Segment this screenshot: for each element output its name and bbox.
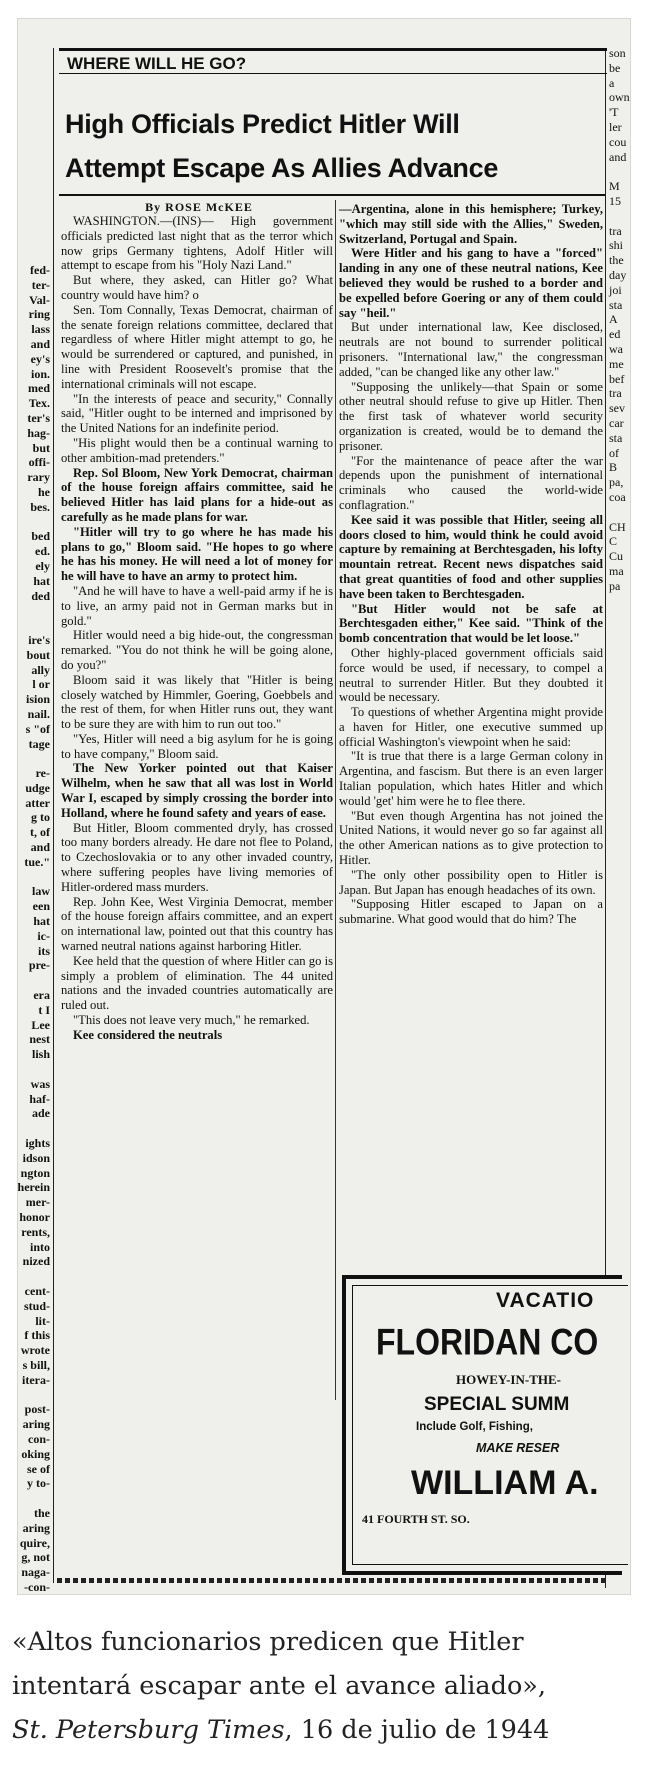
column-fragment: joi [609, 282, 622, 297]
column-fragment: Lee [31, 1017, 50, 1032]
column-fragment: ngton [20, 1165, 50, 1180]
column-fragment: ma [609, 563, 624, 578]
column-fragment: ade [32, 1106, 50, 1121]
column-fragment: law [32, 884, 50, 899]
column-fragment [17, 515, 50, 530]
column-fragment [17, 618, 50, 633]
column-fragment: ights [25, 1136, 50, 1151]
column-fragment: t, of [30, 825, 50, 840]
column-fragment: ision [25, 692, 50, 707]
column-fragment: y to- [27, 1476, 50, 1491]
article-paragraph: "Yes, Hitler will need a big asylum for he is going to have company," Bloom said. [61, 731, 333, 761]
column-fragment: its [38, 943, 50, 958]
column-fragment: cent- [24, 1283, 50, 1298]
column-fragment: ic- [37, 928, 50, 943]
ad-agent-name: WILLIAM A. [411, 1464, 599, 1502]
column-fragment: B [609, 460, 618, 475]
column-fragment: cou [609, 134, 627, 149]
column-fragment [609, 505, 631, 520]
article-paragraph: Rep. Sol Bloom, New York Democrat, chairman of the house foreign affairs committee, said he believed Hitler has laid plans for a hide-out as carefully as he made plans for war. [61, 465, 333, 524]
column-fragment: and [30, 840, 50, 855]
column-fragment: he [38, 484, 50, 499]
column-fragment: l or [32, 677, 50, 692]
image-caption [12, 1620, 642, 1752]
article-paragraph: "This does not leave very much," he remarked. [73, 1013, 310, 1028]
column-fragment: car [609, 415, 624, 430]
article-paragraph: "And he will have to have a well-paid army if he is to live, an army paid not in German marks but in gold." [61, 583, 333, 628]
article-column-2 [339, 202, 603, 927]
column-fragment: udge [25, 780, 50, 795]
column-fragment: stud- [23, 1298, 50, 1313]
column-fragment: a [609, 75, 615, 90]
column-fragment: Cu [609, 549, 624, 564]
column-fragment: 'T [609, 105, 619, 120]
article-paragraph: "His plight would then be a continual warning to other ambition-mad pretenders." [61, 435, 333, 465]
adjacent-column-left [17, 263, 50, 1594]
column-fragment: tra [609, 223, 622, 238]
column-fragment: and [609, 149, 627, 164]
column-fragment: into [29, 1239, 50, 1254]
column-fragment [609, 209, 631, 224]
column-fragment: pre- [28, 958, 50, 973]
article-paragraph: Other highly-placed government officials said force would be used, if necessary, to compel a neutral to surrender Hitler. But they doubted it would be necessary. [339, 645, 603, 705]
column-fragment: ter's [27, 410, 50, 425]
article-paragraph: Kee considered the neutrals [73, 1027, 223, 1042]
column-fragment: ler [609, 119, 622, 134]
column-fragment [17, 1388, 50, 1403]
column-fragment: -con- [24, 1579, 50, 1594]
article-paragraph: Bloom said it was likely that "Hitler is being closely watched by Himmler, Goering, Goebbels and the rest of them, for when Hitler runs out, they want to be sure they are with him to run out too." [61, 672, 333, 732]
article-paragraph: "It is true that there is a large German colony in Argentina, and fascism. But there is an even larger Italian population, which hates Hitler and which would 'get' him were he to flee there. [339, 749, 603, 808]
column-fragment: sev [609, 401, 625, 416]
article-paragraph: The New Yorker pointed out that Kaiser Wilhelm, when he saw that all was lost in World War I, escaped by simply crossing the border into Holland, where he found safety and years of ease. [61, 761, 333, 820]
column-fragment: me [609, 356, 624, 371]
column-fragment: 15 [609, 193, 621, 208]
column-fragment: honor [19, 1210, 50, 1224]
advertisement-box [342, 1275, 622, 1575]
column-fragment: bed [31, 529, 50, 544]
column-fragment: rary [27, 470, 50, 485]
article-paragraph: "Hitler will try to go where he has made his plans to go," Bloom said. "He hopes to go where he has his money. He will need a lot of money for he will have to have an army to protect him. [61, 524, 333, 584]
column-fragment: haf- [29, 1091, 50, 1106]
column-fragment: aring [22, 1520, 50, 1535]
headline-line-2: Attempt Escape As Allies Advance [65, 153, 499, 183]
column-fragment: Tex. [28, 396, 50, 411]
column-fragment: era [33, 988, 50, 1003]
article-paragraph: Were Hitler and his gang to have a "forced" landing in any one of these neutral nations, Kee believed they would be rushed to a border and be expelled before Goering or any of them could say "heil." [339, 246, 603, 320]
column-fragment: coa [609, 489, 626, 504]
column-fragment: bout [26, 647, 50, 662]
article-paragraph: Rep. John Kee, West Virginia Democrat, member of the house foreign affairs committee, and an expert on international law, pointed out that this country has warned neutral nations against harboring Hitler. [61, 894, 333, 954]
column-fragment: naga- [21, 1565, 50, 1580]
column-fragment: of [609, 445, 619, 460]
column-fragment [17, 603, 50, 618]
column-fragment: se of [27, 1461, 50, 1476]
column-fragment: ded [31, 588, 50, 603]
column-fragment: idson [22, 1150, 50, 1165]
column-fragment: hag- [27, 425, 50, 440]
column-fragment: f this [24, 1328, 50, 1343]
column-fragment: tue." [24, 854, 50, 869]
column-fragment: s bill, [22, 1357, 50, 1372]
column-fragment: CH [609, 519, 626, 534]
column-fragment: was [30, 1076, 50, 1091]
caption-line-1: «Altos funcionarios predicen que Hitler [12, 1627, 524, 1657]
column-fragment: nail. [27, 706, 50, 721]
column-fragment [17, 751, 50, 766]
column-fragment: tra [609, 386, 622, 401]
column-fragment: bes. [30, 499, 50, 514]
column-fragment: A [609, 312, 618, 327]
article-paragraph: But Hitler, Bloom commented dryly, has crossed too many borders already. He dare not flee to Poland, to Czechoslovakia or to any other invaded country, where suffering peoples have living memories of Hitler-ordered mass murders. [61, 820, 333, 894]
column-fragment: pa [609, 578, 621, 593]
column-fragment: mer- [25, 1195, 50, 1210]
article-paragraph: "In the interests of peace and security," Connally said, "Hitler ought to be interned and imprisoned by the United Nations for an indefinite period. [61, 391, 333, 436]
column-fragment: post- [24, 1402, 50, 1417]
column-fragment [17, 1121, 50, 1136]
column-fragment: ion. [30, 366, 50, 381]
column-fragment: ter- [31, 277, 50, 292]
column-fragment: pa, [609, 475, 624, 490]
column-fragment: the [609, 253, 624, 268]
column-fragment: shi [609, 238, 624, 253]
article-paragraph: "But even though Argentina has not joined the United Nations, it would never go so far against all the other American nations as to give protection to Hitler. [339, 808, 603, 868]
column-fragment: con- [28, 1431, 50, 1446]
column-fragment: tage [28, 736, 50, 751]
column-fragment: Val- [29, 292, 50, 307]
column-fragment: ire's [28, 632, 50, 647]
column-fragment [17, 870, 50, 885]
article-paragraph: "For the maintenance of peace after the war depends upon the punishment of international criminals who caused the world-wide conflagration." [339, 453, 603, 512]
column-fragment: een [32, 899, 50, 914]
column-fragment: own [609, 90, 630, 105]
column-fragment: re- [35, 766, 50, 781]
newspaper-clipping [17, 18, 631, 1595]
column-fragment [17, 1269, 50, 1284]
column-fragment: son [609, 46, 626, 60]
column-fragment: ely [35, 558, 50, 573]
article-paragraph: —Argentina, alone in this hemisphere; Turkey, "which may still side with the Allies," Sweden, Switzerland, Portugal and Spain. [339, 202, 603, 246]
column-fragment: bef [609, 371, 625, 386]
column-fragment: nest [29, 1032, 50, 1047]
article-paragraph: WASHINGTON.—(INS)— High government officials predicted last night that as the terror which now grips Germany tightens, Adolf Hitler will attempt to escape from his "Holy Nazi Land." [61, 214, 333, 273]
column-fragment: lish [31, 1047, 50, 1062]
column-fragment [17, 1491, 50, 1506]
ad-special: SPECIAL SUMM [424, 1394, 570, 1415]
column-fragment: t I [38, 1002, 50, 1017]
adjacent-column-right [609, 46, 631, 706]
article-paragraph: But under international law, Kee disclosed, neutrals are not bound to surrender political prisoners. "International law," the congressman added, "can be changed like any other law." [339, 320, 603, 379]
column-fragment: C [609, 534, 618, 549]
caption-date: , 16 de julio de 1944 [284, 1715, 550, 1745]
column-fragment: quire, [19, 1535, 50, 1550]
column-fragment: atter [25, 795, 50, 810]
column-fragment: hat [33, 573, 50, 588]
ad-location: HOWEY-IN-THE- [456, 1372, 561, 1387]
article-paragraph: But where, they asked, can Hitler go? What country would have him? o [61, 273, 333, 302]
kicker-headline: WHERE WILL HE GO? [59, 48, 607, 74]
column-fragment: M [609, 179, 620, 194]
column-fragment: sta [609, 430, 623, 445]
article-column-1 [61, 214, 333, 1043]
column-fragment: hat [33, 914, 50, 929]
bottom-dashed-rule [57, 1578, 607, 1583]
column-fragment: day [609, 267, 627, 282]
column-fragment: sta [609, 297, 623, 312]
column-fragment: ally [31, 662, 50, 677]
column-divider-left [53, 48, 54, 1583]
column-fragment: herein [17, 1180, 50, 1195]
main-headline [65, 102, 605, 190]
column-fragment: wrote [20, 1343, 50, 1358]
article-paragraph: Kee held that the question of where Hitler can go is simply a problem of elimination. The 44 united nations and the invaded countries automatically are ruled out. [61, 953, 333, 1013]
ad-includes: Include Golf, Fishing, [416, 1421, 533, 1433]
caption-line-3 [12, 1708, 642, 1752]
article-paragraph: "Supposing the unlikely—that Spain or some other neutral should refuse to give up Hitler. Then the first task of whatever world security organization is created, would be to demand the prisoner. [339, 379, 603, 453]
column-fragment: s "of [25, 721, 50, 736]
article-paragraph: To questions of whether Argentina might provide a haven for Hitler, one executive summed up official Washington's viewpoint when he said: [339, 705, 603, 749]
article-paragraph: "But Hitler would not be safe at Berchtesgaden either," Kee said. "Think of the bomb concentration that would be let loose." [339, 601, 603, 646]
headline-line-1: High Officials Predict Hitler Will [65, 109, 460, 139]
column-fragment: nized [22, 1254, 50, 1269]
column-fragment: g, not [21, 1550, 50, 1565]
article-paragraph: Hitler would need a big hide-out, the congressman remarked. "You do not think he will be going alone, do you?" [61, 628, 333, 672]
column-fragment: aring [22, 1417, 50, 1432]
column-divider [335, 200, 336, 1400]
column-fragment: rents, [21, 1224, 50, 1239]
column-fragment: fed- [30, 263, 50, 277]
caption-line-2: intentará escapar ante el avance aliado», [12, 1671, 547, 1701]
ad-vacation-line: VACATIO [496, 1289, 595, 1312]
column-fragment: and [30, 336, 50, 351]
column-fragment: itera- [22, 1372, 50, 1387]
caption-source: St. Petersburg Times [12, 1715, 285, 1745]
column-fragment: wa [609, 341, 623, 356]
column-fragment: ed [609, 327, 621, 342]
column-fragment: g to [31, 810, 50, 825]
headline-rule [59, 194, 605, 196]
column-fragment [609, 164, 631, 179]
column-fragment: ey's [30, 351, 50, 366]
article-paragraph: "Supposing Hitler escaped to Japan on a submarine. What good would that do him? The [339, 897, 603, 927]
article-paragraph: "The only other possibility open to Hitler is Japan. But Japan has enough headaches of its own. [339, 867, 603, 897]
column-fragment: oking [21, 1446, 50, 1461]
ad-reservations: MAKE RESER [476, 1441, 560, 1455]
article-paragraph: Kee said it was possible that Hitler, seeing all doors closed to him, would think he could avoid capture by remaining at Berchtesgaden, his lofty mountain retreat. Recent news dispatches said that great quantities of food and other supplies have been taken to Berchtesgaden. [339, 512, 603, 601]
column-fragment: lit- [35, 1313, 50, 1328]
article-paragraph: Sen. Tom Connally, Texas Democrat, chairman of the senate foreign relations committee, declared that regardless of where Hitler might attempt to go, he would be surrendered or captured, and punished, in line with President Roosevelt's promise that the international criminals will not escape. [61, 302, 333, 391]
column-fragment: ed. [35, 544, 50, 559]
column-fragment: be [609, 60, 621, 75]
ad-address: 41 FOURTH ST. SO. [362, 1512, 470, 1526]
column-fragment [17, 973, 50, 988]
byline: By ROSE McKEE [145, 200, 253, 214]
column-fragment: ring [28, 307, 50, 322]
column-fragment: but [32, 440, 50, 455]
column-fragment: med [28, 381, 50, 396]
column-fragment [17, 1062, 50, 1077]
column-fragment: offi- [28, 455, 50, 470]
column-fragment: lass [31, 322, 50, 337]
ad-hotel-name: FLORIDAN CO [376, 1321, 599, 1363]
column-fragment: the [34, 1505, 50, 1520]
